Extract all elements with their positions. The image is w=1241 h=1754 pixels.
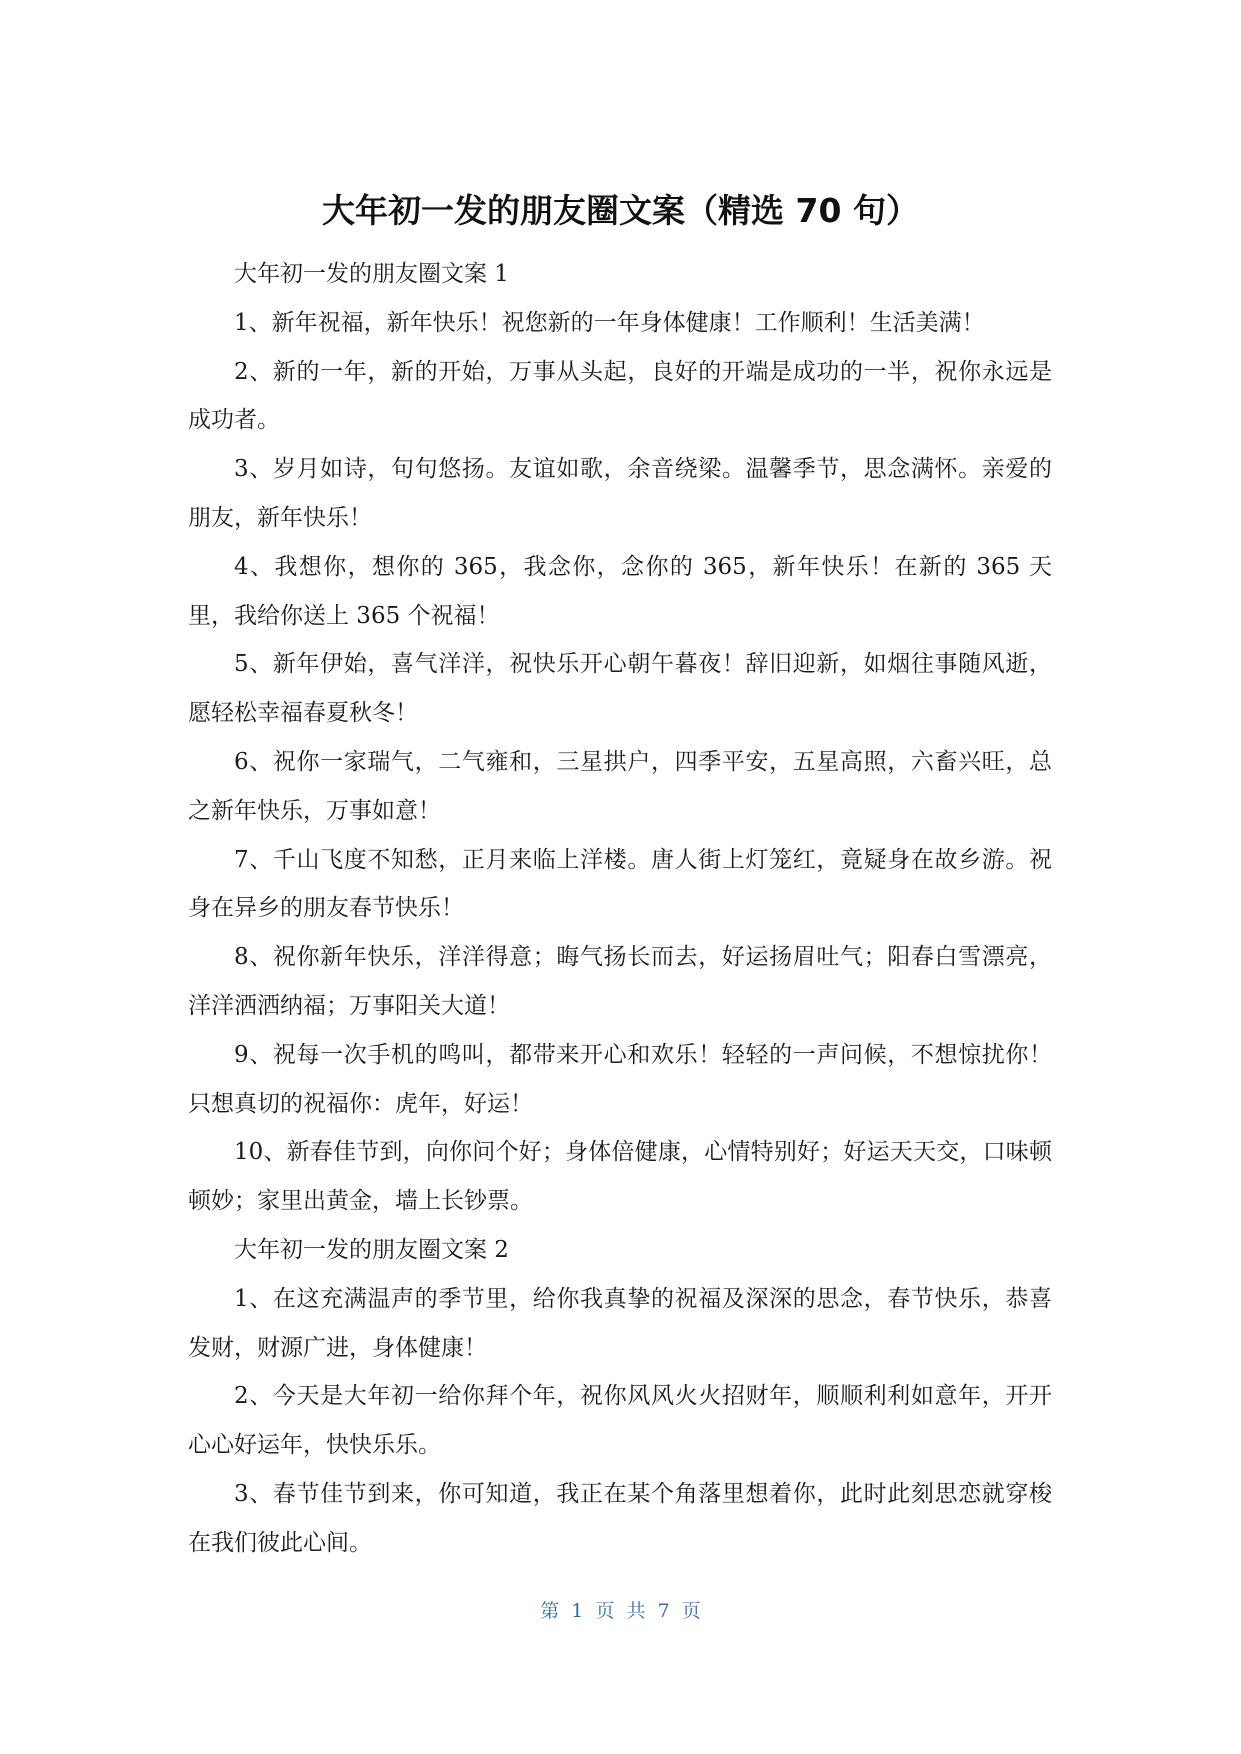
- document-body: [188, 250, 1052, 1568]
- paragraph: 1、新年祝福，新年快乐！祝您新的一年身体健康！工作顺利！生活美满！: [234, 309, 985, 336]
- paragraph: 5、新年伊始，喜气洋洋，祝快乐开心朝午暮夜！辞旧迎新，如烟往事随风逝，愿轻松幸福春夏秋冬！: [188, 651, 1052, 727]
- paragraph: 3、春节佳节到来，你可知道，我正在某个角落里想着你，此时此刻思恋就穿梭在我们彼此心间。: [188, 1480, 1052, 1556]
- paragraph: 8、祝你新年快乐，洋洋得意；晦气扬长而去，好运扬眉吐气；阳春白雪漂亮，洋洋洒洒纳福；万事阳关大道！: [188, 944, 1052, 1019]
- paragraph: 6、祝你一家瑞气，二气雍和，三星拱户，四季平安，五星高照，六畜兴旺，总之新年快乐，万事如意！: [188, 748, 1052, 824]
- page-number-footer: 第 1 页 共 7 页: [540, 1600, 701, 1622]
- paragraph: 9、祝每一次手机的鸣叫，都带来开心和欢乐！轻轻的一声问候，不想惊扰你！只想真切的祝福你：虎年，好运！: [188, 1041, 1052, 1117]
- paragraph: 7、千山飞度不知愁，正月来临上洋楼。唐人街上灯笼红，竟疑身在故乡游。祝身在异乡的朋友春节快乐！: [188, 846, 1052, 922]
- paragraph: 1、在这充满温声的季节里，给你我真挚的祝福及深深的思念，春节快乐，恭喜发财，财源广进，身体健康！: [188, 1285, 1052, 1361]
- paragraph: 4、我想你，想你的 365，我念你，念你的 365，新年快乐！在新的 365 天里，我给你送上 365 个祝福！: [188, 553, 1052, 629]
- section-heading: 大年初一发的朋友圈文案 2: [234, 1236, 509, 1263]
- paragraph: 3、岁月如诗，句句悠扬。友谊如歌，余音绕梁。温馨季节，思念满怀。亲爱的朋友，新年快乐！: [188, 456, 1052, 531]
- paragraph: 2、今天是大年初一给你拜个年，祝你风风火火招财年，顺顺利利如意年，开开心心好运年，快快乐乐。: [188, 1383, 1052, 1459]
- paragraph: 2、新的一年，新的开始，万事从头起，良好的开端是成功的一半，祝你永远是成功者。: [188, 358, 1052, 434]
- section-heading: 大年初一发的朋友圈文案 1: [234, 261, 509, 287]
- paragraph: 10、新春佳节到，向你问个好；身体倍健康，心情特别好；好运天天交，口味顿顿妙；家里出黄金，墙上长钞票。: [188, 1139, 1052, 1215]
- document-title: 大年初一发的朋友圈文案（精选 70 句）: [322, 191, 919, 230]
